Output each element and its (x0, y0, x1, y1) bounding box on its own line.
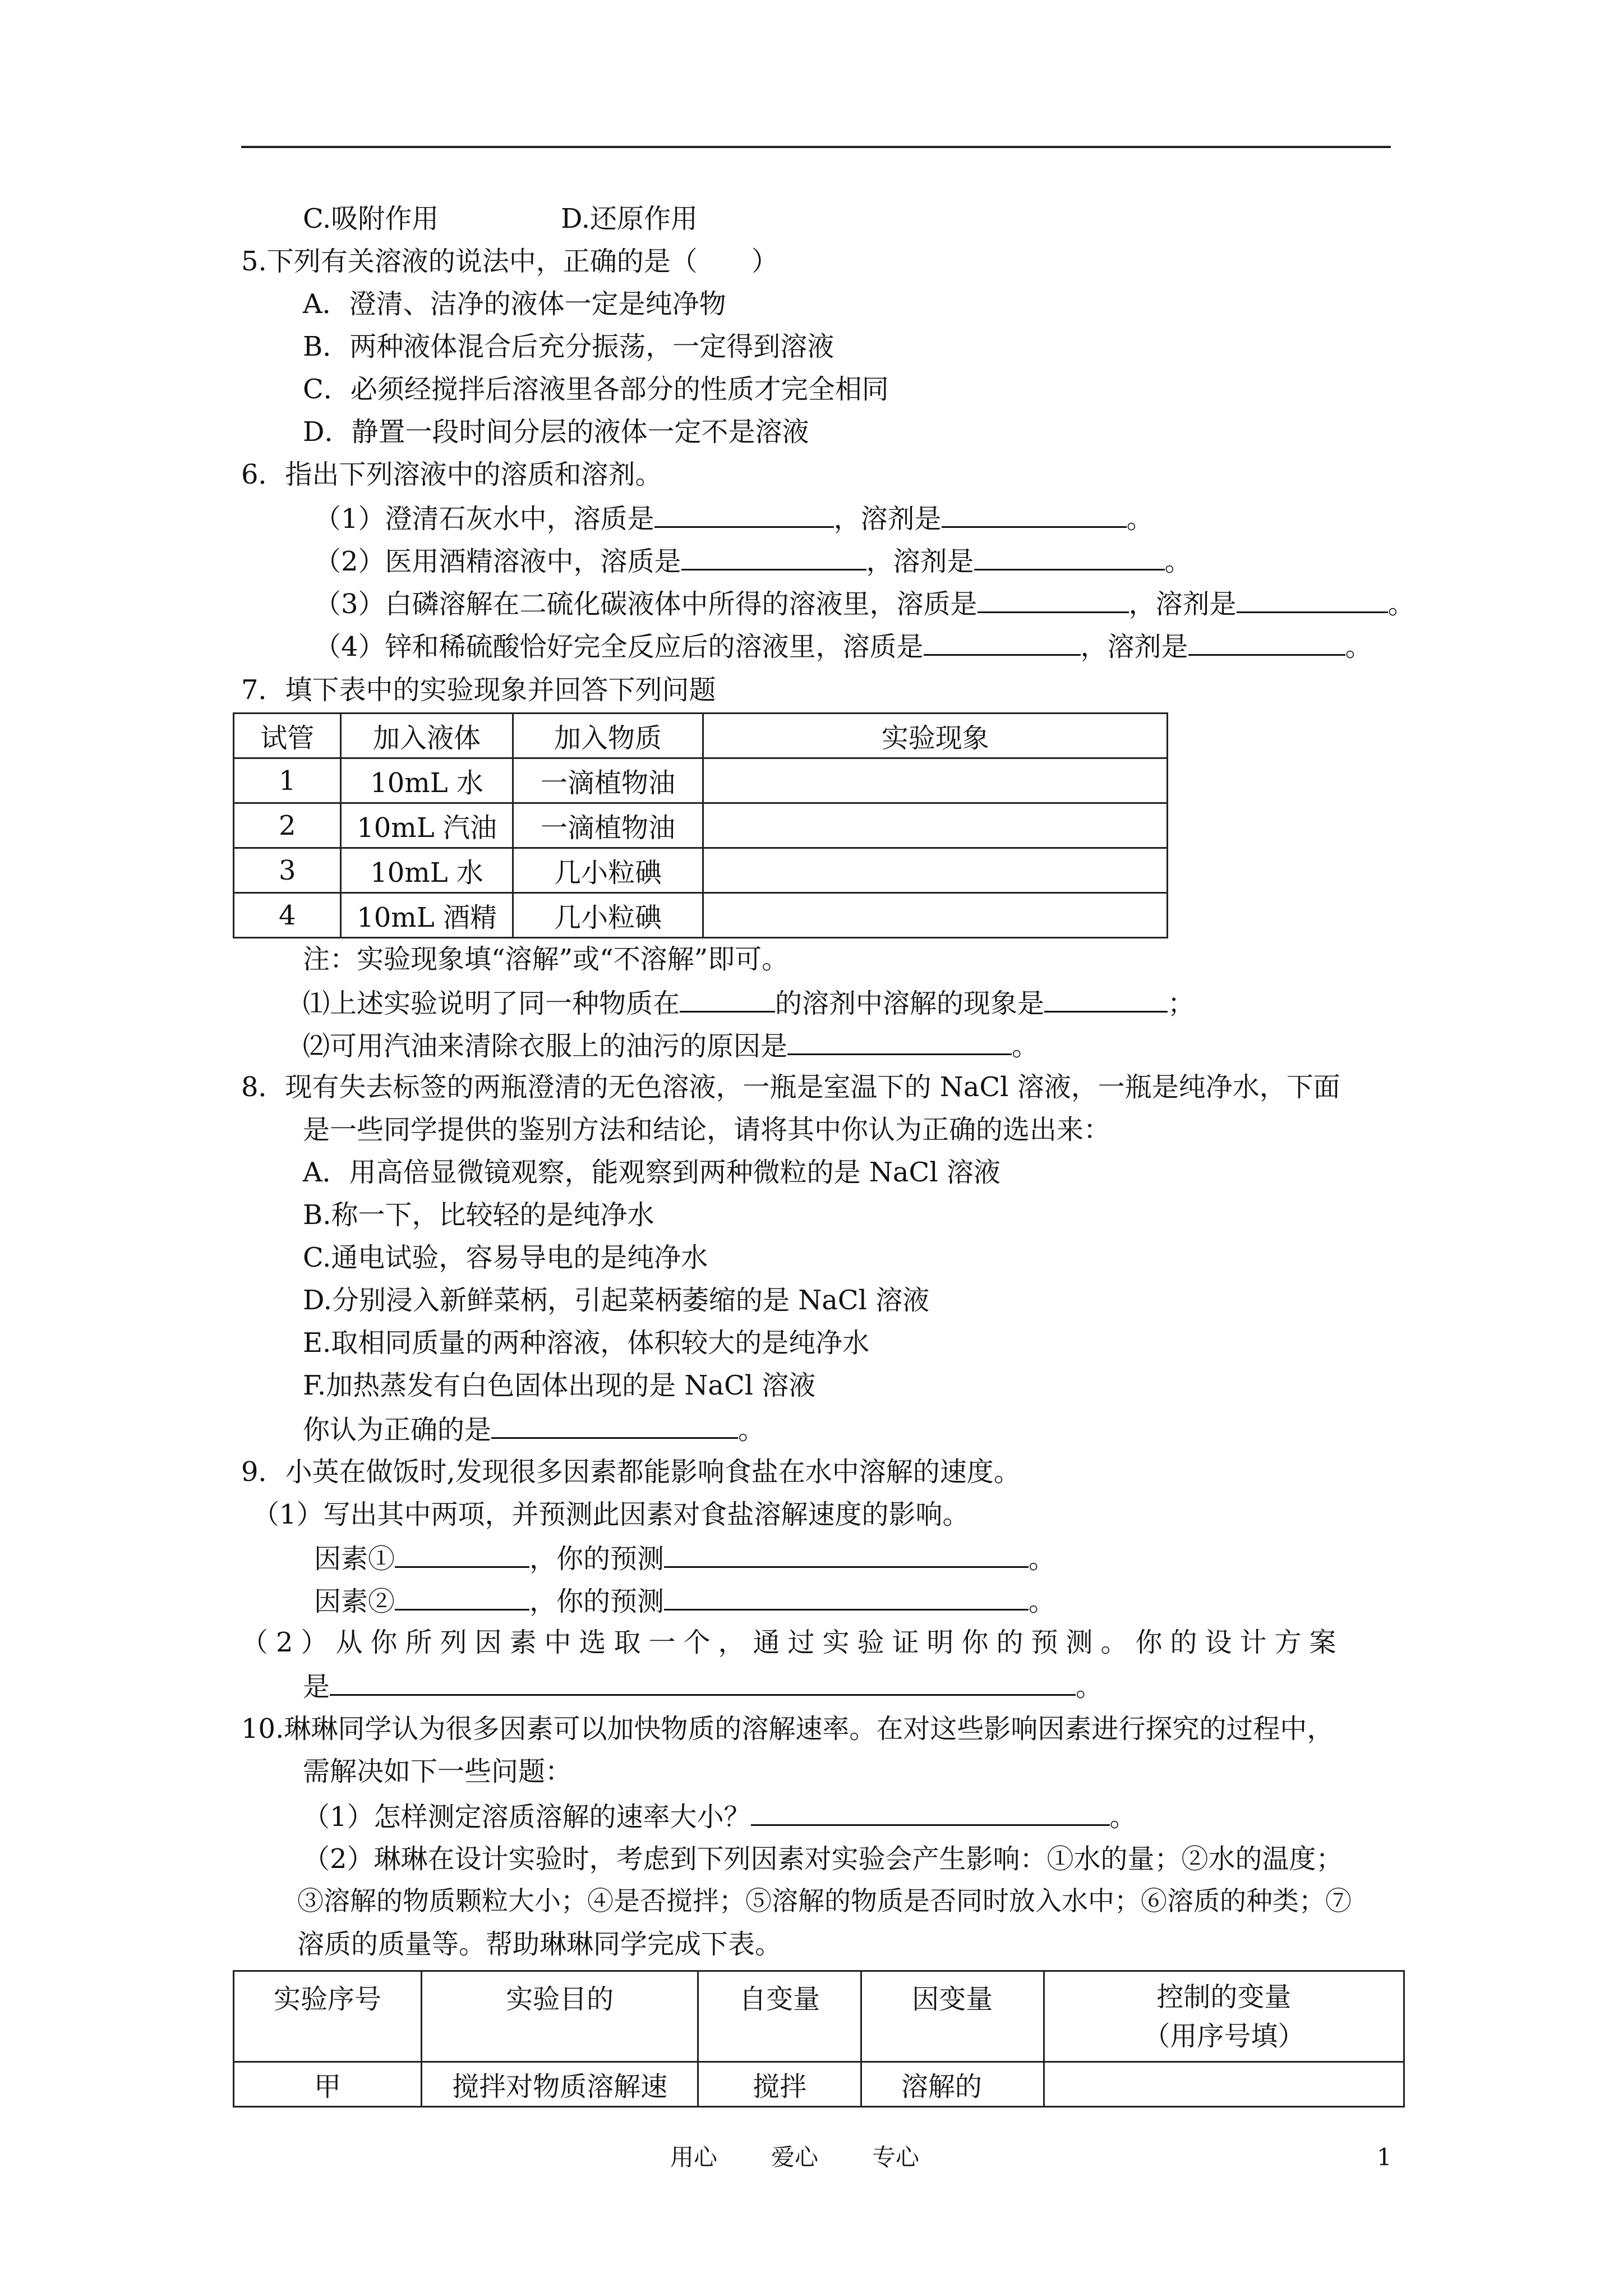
answer-blank[interactable] (978, 586, 1129, 613)
answer-blank[interactable] (974, 543, 1165, 570)
q7-part-2-text-a: ⑵可用汽油来清除衣服上的油污的原因是 (303, 1030, 788, 1062)
answer-blank[interactable] (924, 628, 1081, 656)
q6-item-3-text-b: ，溶剂是 (1128, 588, 1237, 620)
q7-part-2 (303, 1028, 1039, 1063)
header-rule (241, 146, 1391, 148)
q6-item-2 (314, 543, 1192, 578)
answer-blank[interactable] (664, 1583, 1029, 1611)
q6-item-3-text-c: 。 (1387, 588, 1415, 620)
answer-blank[interactable] (491, 1411, 738, 1439)
q6-item-3-text-a: （3）白磷溶解在二硫化碳液体中所得的溶液里，溶质是 (314, 588, 978, 620)
q8-answer-text-b: 。 (738, 1414, 766, 1446)
q10-part-2: （2）琳琳在设计实验时，考虑到下列因素对实验会产生影响：①水的量；②水的温度； (303, 1843, 1343, 1875)
q5-stem: 5.下列有关溶液的说法中，正确的是（ ） (241, 246, 778, 277)
q7-part-1-text-a: ⑴上述实验说明了同一种物质在 (303, 988, 680, 1019)
table-header-cell: 试管 (234, 714, 341, 758)
answer-blank[interactable] (680, 985, 775, 1013)
table-row (234, 758, 1168, 803)
table-cell: 3 (234, 848, 341, 893)
table-row (234, 803, 1168, 848)
control-variables-cell[interactable] (1044, 2062, 1404, 2107)
q9-part-2-cont (303, 1668, 1103, 1704)
table-cell: 溶解的 (861, 2062, 1044, 2107)
observation-cell[interactable] (703, 893, 1168, 938)
q10-part-1-text-b: 。 (1109, 1801, 1137, 1833)
q9-factor-2 (314, 1583, 1055, 1618)
q9-factor-1-label: 因素① (314, 1543, 395, 1575)
q10-part-2-cont-2: 溶质的质量等。帮助琳琳同学完成下表。 (297, 1929, 782, 1960)
table-cell: 几小粒碘 (513, 893, 703, 938)
q8-stem-cont: 是一些同学提供的鉴别方法和结论，请将其中你认为正确的选出来： (303, 1114, 1111, 1145)
q6-item-1-text-c: 。 (1126, 503, 1154, 535)
footer-motto-1: 用心 (670, 2143, 718, 2171)
answer-blank[interactable] (1188, 628, 1345, 656)
observation-cell[interactable] (703, 848, 1168, 893)
table-cell: 10mL 水 (341, 758, 513, 803)
q9-factor-2-label: 因素② (314, 1586, 395, 1617)
observation-cell[interactable] (703, 803, 1168, 848)
q6-item-1 (314, 500, 1154, 536)
table-cell: 2 (234, 803, 341, 848)
q6-item-4 (314, 628, 1372, 664)
answer-blank[interactable] (330, 1668, 1076, 1696)
q7-note: 注：实验现象填“溶解”或“不溶解”即可。 (303, 944, 789, 975)
q7-part-2-text-b: 。 (1012, 1030, 1039, 1062)
q6-item-2-text-c: 。 (1164, 546, 1192, 577)
q10-stem: 10.琳琳同学认为很多因素可以加快物质的溶解速率。在对这些影响因素进行探究的过程中， (241, 1713, 1334, 1745)
q8-answer-text-a: 你认为正确的是 (303, 1414, 492, 1446)
q4-option-d: D.还原作用 (561, 203, 698, 234)
q9-factor-2-end: 。 (1029, 1586, 1056, 1617)
q10-stem-cont: 需解决如下一些问题： (303, 1756, 573, 1787)
table-cell: 10mL 汽油 (341, 803, 513, 848)
table-cell: 10mL 酒精 (341, 893, 513, 938)
table-cell: 搅拌对物质溶解速 (422, 2062, 698, 2107)
table-row (234, 848, 1168, 893)
q5-option-c: C．必须经搅拌后溶液里各部分的性质才完全相同 (303, 374, 889, 405)
q4-option-c: C.吸附作用 (303, 203, 439, 234)
q6-item-4-text-c: 。 (1345, 631, 1372, 662)
q8-option-e: E.取相同质量的两种溶液，体积较大的是纯净水 (303, 1327, 870, 1359)
q9-factor-1-text: ，你的预测 (529, 1543, 665, 1575)
q9-factor-1 (314, 1540, 1055, 1576)
table-header-cell (1044, 1971, 1404, 2062)
q7-part-1-text-b: 的溶剂中溶解的现象是 (775, 988, 1045, 1019)
q9-stem: 9．小英在做饭时,发现很多因素都能影响食盐在水中溶解的速度。 (241, 1456, 1021, 1488)
table-cell: 搅拌 (698, 2062, 861, 2107)
q5-option-a: A．澄清、洁净的液体一定是纯净物 (303, 288, 726, 320)
q9-part-2-text-a: 是 (303, 1671, 330, 1703)
table-header-cell: 实验序号 (234, 1971, 422, 2062)
q7-part-1 (303, 985, 1195, 1020)
table-header-cell: 自变量 (698, 1971, 861, 2062)
q5-option-b: B．两种液体混合后充分振荡，一定得到溶液 (303, 331, 834, 362)
table-cell: 几小粒碘 (513, 848, 703, 893)
footer-motto-2: 爱心 (771, 2143, 819, 2171)
q8-answer (303, 1411, 765, 1447)
answer-blank[interactable] (664, 1540, 1029, 1568)
q8-option-a: A．用高倍显微镜观察，能观察到两种微粒的是 NaCl 溶液 (303, 1157, 1000, 1188)
table-cell: 一滴植物油 (513, 758, 703, 803)
table-cell: 一滴植物油 (513, 803, 703, 848)
answer-blank[interactable] (395, 1583, 529, 1611)
q7-stem: 7．填下表中的实验现象并回答下列问题 (241, 674, 716, 706)
table-cell: 1 (234, 758, 341, 803)
q10-table (233, 1970, 1405, 2108)
answer-blank[interactable] (681, 543, 866, 570)
observation-cell[interactable] (703, 758, 1168, 803)
table-header-cell: 加入物质 (513, 714, 703, 758)
table-header-row (234, 714, 1168, 758)
q9-part-1: （1）写出其中两项，并预测此因素对食盐溶解速度的影响。 (252, 1499, 970, 1530)
table-header-cell: 因变量 (861, 1971, 1044, 2062)
answer-blank[interactable] (654, 500, 834, 528)
q6-item-4-text-a: （4）锌和稀硫酸恰好完全反应后的溶液里，溶质是 (314, 631, 924, 662)
q6-item-1-text-a: （1）澄清石灰水中，溶质是 (314, 503, 654, 535)
answer-blank[interactable] (751, 1798, 1110, 1826)
answer-blank[interactable] (1237, 586, 1388, 613)
q8-stem: 8．现有失去标签的两瓶澄清的无色溶液，一瓶是室温下的 NaCl 溶液，一瓶是纯净水，下面 (241, 1071, 1340, 1103)
q8-option-c: C.通电试验，容易导电的是纯净水 (303, 1242, 708, 1273)
answer-blank[interactable] (787, 1028, 1012, 1055)
q8-option-d: D.分别浸入新鲜菜柄，引起菜柄萎缩的是 NaCl 溶液 (303, 1285, 930, 1316)
q6-item-4-text-b: ，溶剂是 (1080, 631, 1188, 662)
q8-option-f: F.加热蒸发有白色固体出现的是 NaCl 溶液 (303, 1370, 816, 1401)
answer-blank[interactable] (942, 500, 1127, 528)
q6-item-2-text-b: ，溶剂是 (866, 546, 974, 577)
table-header-cell: 实验现象 (703, 714, 1168, 758)
q10-part-2-cont: ③溶解的物质颗粒大小；④是否搅拌；⑤溶解的物质是否同时放入水中；⑥溶质的种类；⑦ (297, 1886, 1352, 1917)
q9-part-2: （2）从你所列因素中选取一个，通过实验证明你的预测。你的设计方案 (241, 1627, 1344, 1658)
q10-part-1-text-a: （1）怎样测定溶质溶解的速率大小？ (303, 1801, 751, 1833)
table-header-row (234, 1971, 1404, 2062)
footer-motto-3: 专心 (872, 2143, 920, 2171)
answer-blank[interactable] (395, 1540, 529, 1568)
q6-stem: 6．指出下列溶液中的溶质和溶剂。 (241, 459, 662, 490)
q9-factor-1-end: 。 (1029, 1543, 1056, 1575)
q6-item-2-text-a: （2）医用酒精溶液中，溶质是 (314, 546, 681, 577)
q5-option-d: D．静置一段时间分层的液体一定不是溶液 (303, 416, 809, 448)
table-row (234, 893, 1168, 938)
q9-factor-2-text: ，你的预测 (529, 1586, 665, 1617)
table-cell: 甲 (234, 2062, 422, 2107)
answer-blank[interactable] (1044, 985, 1168, 1013)
table-cell: 10mL 水 (341, 848, 513, 893)
q8-option-b: B.称一下，比较轻的是纯净水 (303, 1199, 654, 1231)
table-row (234, 2062, 1404, 2107)
q6-item-3 (314, 586, 1415, 621)
control-variables-header: 控制的变量 (1156, 1981, 1292, 2013)
q9-part-2-text-b: 。 (1076, 1671, 1103, 1703)
q6-item-1-text-b: ，溶剂是 (833, 503, 942, 535)
q10-part-1 (303, 1798, 1137, 1834)
control-variables-subheader: （用序号填） (1143, 2021, 1305, 2052)
q7-table (233, 712, 1168, 938)
page-number: 1 (1377, 2143, 1392, 2171)
table-cell: 4 (234, 893, 341, 938)
table-header-cell: 加入液体 (341, 714, 513, 758)
table-header-cell: 实验目的 (422, 1971, 698, 2062)
q7-part-1-text-c: ； (1168, 988, 1195, 1019)
